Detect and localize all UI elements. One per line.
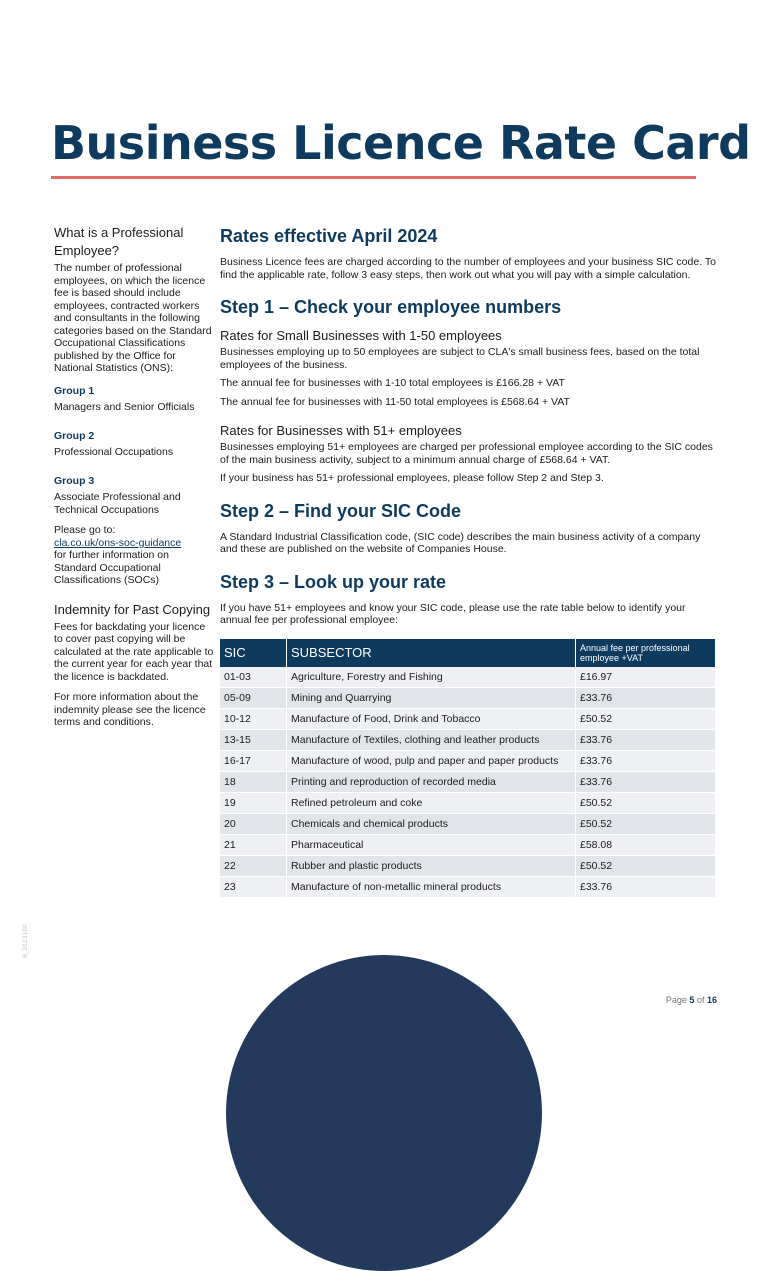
rate-table — [220, 639, 716, 898]
cell-fee: £33.76 — [576, 729, 716, 750]
page-number — [666, 995, 717, 1005]
indemnity-text: Fees for backdating your licence to cover past copying will be calculated at the rate applicable to the current year for each year that the licence is backdated. — [54, 620, 214, 683]
rates-intro: Business Licence fees are charged according to the number of employees and your business SIC code. To find the applicable rate, follow 3 easy steps, then work out what you will pay with a simple calculation. — [220, 256, 716, 281]
page-title: Business Licence Rate Card — [51, 116, 751, 170]
cell-subsector: Mining and Quarrying — [287, 687, 576, 708]
cell-sic: 22 — [220, 855, 287, 876]
sidebar — [54, 224, 214, 737]
cell-subsector: Pharmaceutical — [287, 834, 576, 855]
cell-fee: £33.76 — [576, 750, 716, 771]
cell-subsector: Chemicals and chemical products — [287, 813, 576, 834]
group-2-text: Professional Occupations — [54, 446, 174, 458]
cell-subsector: Refined petroleum and coke — [287, 792, 576, 813]
title-divider — [51, 176, 696, 179]
goto-prefix: Please go to: — [54, 524, 116, 536]
sidebar-heading-indemnity: Indemnity for Past Copying — [54, 601, 211, 617]
header-annual-fee: Annual fee per professional employee +VAT — [576, 639, 716, 667]
small-business-heading: Rates for Small Businesses with 1-50 employees — [220, 328, 502, 343]
table-row — [220, 792, 716, 813]
cell-fee: £16.97 — [576, 667, 716, 688]
header-sic: SIC — [220, 639, 287, 667]
step1-heading: Step 1 – Check your employee numbers — [220, 297, 562, 317]
large-business-instruction: If your business has 51+ professional employees, please follow Step 2 and Step 3. — [220, 472, 604, 484]
table-row — [220, 876, 716, 897]
cell-fee: £33.76 — [576, 876, 716, 897]
cell-sic: 05-09 — [220, 687, 287, 708]
soc-guidance-block — [54, 524, 214, 587]
rate-table-body — [220, 667, 716, 898]
step3-heading: Step 3 – Look up your rate — [220, 571, 447, 592]
cell-subsector: Printing and reproduction of recorded media — [287, 771, 576, 792]
page-total: 16 — [706, 995, 717, 1005]
cell-fee: £33.76 — [576, 771, 716, 792]
indemnity-more-text: For more information about the indemnity please see the licence terms and conditions. — [54, 691, 206, 728]
document-code: B_2023100 — [22, 924, 29, 958]
group-3-label: Group 3 — [54, 474, 95, 487]
cell-sic: 19 — [220, 792, 287, 813]
soc-guidance-link[interactable]: cla.co.uk/ons-soc-guidance — [54, 536, 182, 549]
table-row — [220, 771, 716, 792]
cell-fee: £33.76 — [576, 687, 716, 708]
cell-sic: 01-03 — [220, 667, 287, 688]
cell-subsector: Manufacture of Food, Drink and Tobacco — [287, 708, 576, 729]
sidebar-heading-professional: What is a Professional Employee? — [54, 225, 184, 258]
cell-subsector: Agriculture, Forestry and Fishing — [287, 667, 576, 688]
cell-sic: 10-12 — [220, 708, 287, 729]
cell-sic: 23 — [220, 876, 287, 897]
group-2-label: Group 2 — [54, 429, 95, 442]
cell-fee: £58.08 — [576, 834, 716, 855]
cell-subsector: Manufacture of non-metallic mineral products — [287, 876, 576, 897]
page-of: of — [696, 995, 705, 1005]
table-row — [220, 667, 716, 688]
cell-subsector: Manufacture of wood, pulp and paper and paper products — [287, 750, 576, 771]
table-row — [220, 834, 716, 855]
main-content — [220, 224, 716, 898]
cell-sic: 16-17 — [220, 750, 287, 771]
cell-subsector: Manufacture of Textiles, clothing and leather products — [287, 729, 576, 750]
cell-subsector: Rubber and plastic products — [287, 855, 576, 876]
cell-fee: £50.52 — [576, 813, 716, 834]
page-current: 5 — [689, 995, 695, 1005]
table-row — [220, 855, 716, 876]
step2-heading: Step 2 – Find your SIC Code — [220, 500, 462, 521]
cell-sic: 13-15 — [220, 729, 287, 750]
group-3-text: Associate Professional and Technical Occupations — [54, 491, 181, 516]
page-prefix: Page — [665, 995, 687, 1005]
cell-fee: £50.52 — [576, 855, 716, 876]
rates-heading: Rates effective April 2024 — [220, 226, 438, 246]
small-business-fee-2: The annual fee for businesses with 11-50 total employees is £568.64 + VAT — [220, 395, 570, 408]
small-business-fee-1: The annual fee for businesses with 1-10 total employees is £166.28 + VAT — [220, 377, 565, 389]
decorative-arc — [226, 955, 542, 1271]
table-row — [220, 750, 716, 771]
step2-text: A Standard Industrial Classification code, (SIC code) describes the main business activity of a company and these are published on the website of Companies House. — [220, 530, 701, 555]
group-1-text: Managers and Senior Officials — [54, 401, 195, 413]
group-1-label: Group 1 — [54, 384, 95, 397]
cell-sic: 21 — [220, 834, 287, 855]
table-row — [220, 687, 716, 708]
cell-fee: £50.52 — [576, 708, 716, 729]
large-business-heading: Rates for Businesses with 51+ employees — [220, 423, 462, 438]
cell-sic: 20 — [220, 813, 287, 834]
cell-sic: 18 — [220, 771, 287, 792]
large-business-text: Businesses employing 51+ employees are charged per professional employee according to the SIC codes of the main business activity, subject to a minimum annual charge of £568.64 + VAT. — [220, 441, 713, 466]
table-row — [220, 729, 716, 750]
goto-suffix: for further information on Standard Occupational Classifications (SOCs) — [54, 549, 169, 586]
step3-text: If you have 51+ employees and know your SIC code, please use the rate table below to identify your annual fee per professional employee: — [220, 601, 686, 626]
sidebar-intro-text: The number of professional employees, on which the licence fee is based should include employees, contracted workers and consultants in the following categories based on the Standard Occupational Classifications published by the Office for National Statistics (ONS): — [54, 262, 212, 374]
table-header-row — [220, 639, 716, 667]
header-subsector: SUBSECTOR — [287, 639, 576, 667]
table-row — [220, 708, 716, 729]
small-business-text: Businesses employing up to 50 employees are subject to CLA's small business fees, based on the total employees of the business. — [220, 346, 700, 371]
table-row — [220, 813, 716, 834]
cell-fee: £50.52 — [576, 792, 716, 813]
